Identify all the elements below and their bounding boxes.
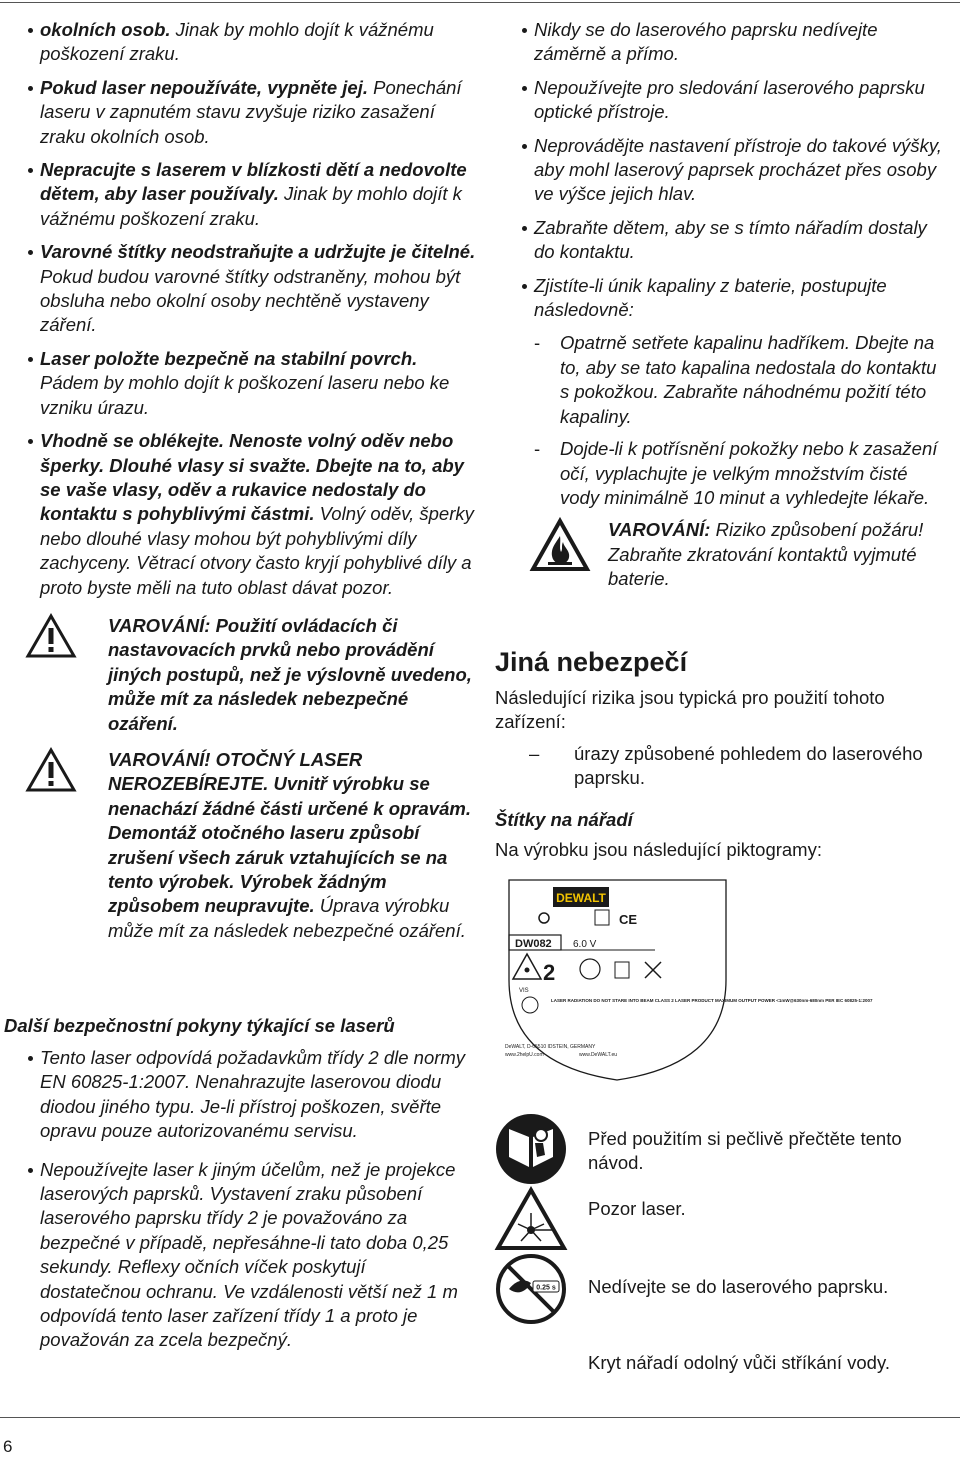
right-column — [520, 18, 950, 592]
sub-item-text: Opatrně setřete kapalinu hadříkem. Dbejte na to, aby se tato kapalina nedostala do kontaktu s pokožkou. Zabraňte náhodnému požití této kapaliny. — [560, 332, 937, 427]
list-item — [520, 18, 950, 67]
pictogram-text: Před použitím si pečlivě přečtěte tento návod. — [588, 1128, 902, 1174]
item-text: Pádem by mohlo dojít k poškození laseru nebo ke vzniku úrazu. — [40, 372, 450, 418]
section-heading-other-hazards: Jiná nebezpečí — [495, 647, 688, 677]
pictogram-text: Pozor laser. — [588, 1198, 686, 1219]
item-bold-text: Varovné štítky neodstraňujte a udržujte je čitelné. — [40, 241, 476, 263]
pictogram-row-eye — [495, 1253, 889, 1325]
item-bold-text: okolních osob. — [40, 19, 171, 40]
list-item — [26, 1158, 466, 1353]
labels-intro: Na výrobku jsou následující piktogramy: — [495, 839, 822, 860]
item-bold-text: Laser položte bezpečně na stabilní povrch. — [40, 347, 418, 369]
list-item — [26, 429, 481, 600]
fire-hazard-icon — [530, 518, 590, 572]
section-heading-laser-safety: Další bezpečnostní pokyny týkající se laserů — [4, 1015, 395, 1036]
website-text: www.DeWALT.eu — [579, 1052, 618, 1058]
model-text: DW082 — [515, 938, 552, 950]
brand-logo: DEWALT — [556, 891, 606, 905]
list-item — [26, 240, 481, 338]
pictogram-row-manual — [495, 1113, 902, 1185]
warning-triangle-icon — [26, 614, 76, 658]
pictogram-text: Kryt nářadí odolný vůči stříkání vody. — [588, 1352, 890, 1373]
item-text: Pokud budou varovné štítky odstraněny, mohou být obsluha nebo okolní osoby nechtěně vystaveny záření. — [40, 265, 461, 336]
product-label-illustration — [495, 880, 873, 1080]
list-item — [26, 76, 481, 149]
warning-block — [26, 748, 481, 943]
bottom-rule — [0, 1417, 960, 1418]
svg-text:CE: CE — [619, 912, 638, 927]
section-heading-labels: Štítky na nářadí — [495, 809, 633, 830]
item-bold-text: Pokud laser nepoužíváte, vypněte jej. — [40, 76, 368, 98]
item-text: Nikdy se do laserového paprsku nedívejte záměrně a přímo. — [534, 19, 878, 65]
dash-marker: - — [534, 332, 541, 354]
list-item — [520, 216, 950, 265]
no-stare-icon — [495, 1253, 567, 1325]
warning-text: Úprava výrobku může mít za následek nebezpečné ozáření. — [108, 895, 466, 941]
other-hazard-text: úrazy způsobené pohledem do laserového paprsku. — [574, 743, 923, 789]
other-hazards-item — [495, 742, 935, 791]
item-text: Nepoužívejte pro sledování laserového paprsku optické přístroje. — [534, 76, 925, 123]
icon-badge-text: 0.25 s — [536, 1284, 556, 1292]
item-bold-text: Nepracujte s laserem v blízkosti dětí a nedovolte dětem, aby laser používaly. — [40, 159, 467, 205]
item-text: Zjistíte-li únik kapaliny z baterie, postupujte následovně: — [534, 274, 887, 321]
warning-bold-text: VAROVÁNÍ: — [608, 519, 711, 541]
item-text: Zabraňte dětem, aby se s tímto nářadím dostaly do kontaktu. — [534, 216, 927, 263]
list-item — [26, 158, 481, 231]
warning-text: VAROVÁNÍ: Použití ovládacích či nastavovacích prvků nebo provádění jiných postupů, než je výslovně uvedeno, může mít za následek nebezpečné ozáření. — [108, 614, 472, 734]
other-hazards-intro: Následující rizika jsou typická pro použití tohoto zařízení: — [495, 687, 885, 733]
item-text: Neprovádějte nastavení přístroje do takové výšky, aby mohl laserový paprsek procházet přes osoby ve výšce jejich hlav. — [534, 134, 942, 205]
dash-marker: - — [534, 438, 541, 460]
pictogram-text: Nedívejte se do laserového paprsku. — [588, 1276, 889, 1297]
ip-rating-icon — [495, 1343, 567, 1391]
warning-block — [26, 614, 481, 736]
laser-safety-list — [26, 1046, 466, 1362]
warning-bold-text: VAROVÁNÍ! OTOČNÝ LASER NEROZEBÍREJTE. Uvnitř výrobku se nenachází žádné části určené k opravám. Demontáž otočného laseru způsobí zrušení všech záruk vztahujících se na tento výrobek. Výrobek žádným způsobem neupravujte. — [108, 748, 471, 917]
item-text: Volný oděv, šperky nebo dlouhé vlasy mohou být pohyblivými díly zachyceny. Větrací otvory často kryjí pohyblivé díly a proto byste měli na tuto oblast dávat pozor. — [40, 503, 474, 598]
radiation-text: LASER RADIATION DO NOT STARE INTO BEAM CLASS 2 LASER PRODUCT MAXIMUM OUTPUT POWER <1mW@630nm-680nm PER IEC 60825-1:2007 — [551, 998, 873, 1003]
laser-warning-icon — [495, 1187, 567, 1251]
top-rule — [0, 2, 960, 3]
sub-item — [520, 331, 950, 429]
item-text: Nepoužívejte laser k jiným účelům, než je projekce laserových paprsků. Vystavení zraku působení laserového paprsku třídy 2 je považováno za bezpečné v případě, nepřesáhne-li tato doba 0,25 sekundy. Reflexy očních víček poskytují dostatečnou ochranu. Ve vzdálenosti větší než 1 m odpovídá tento laser zařízení třídy 1 a proto je považován za zcela bezpečný. — [40, 1158, 458, 1351]
class-number: 2 — [543, 960, 556, 985]
item-text: Tento laser odpovídá požadavkům třídy 2 dle normy EN 60825-1:2007. Nenahrazujte laserovou diodu diodou jiného typu. Je-li přístroj poškozen, svěřte opravu pouze autorizovanému servisu. — [40, 1047, 466, 1142]
list-item — [520, 274, 950, 323]
list-item — [520, 134, 950, 207]
left-column — [26, 18, 481, 955]
fire-warning-block — [530, 518, 950, 591]
voltage-text: 6.0 V — [573, 939, 597, 950]
list-item — [26, 347, 481, 420]
page-number: 6 — [3, 1437, 13, 1456]
item-text: Ponechání laseru v zapnutém stavu zvyšuje riziko zasažení zraku okolních osob. — [40, 76, 462, 147]
list-item — [520, 76, 950, 125]
address-text: DeWALT, D-65510 IDSTEIN, GERMANY — [505, 1044, 596, 1050]
sub-item — [520, 437, 950, 510]
item-bold-text: Vhodně se oblékejte. Nenoste volný oděv nebo šperky. Dlouhé vlasy si svažte. Dbejte na to, aby se vaše vlasy, oděv a rukavice nedostaly do kontaktu s pohyblivými částmi. — [40, 430, 464, 525]
vis-text: VIS — [519, 988, 529, 994]
dash-marker: – — [529, 743, 540, 764]
read-manual-icon — [495, 1113, 567, 1185]
item-text: Jinak by mohlo dojít k vážnému poškození zraku. — [40, 19, 434, 65]
item-text: Jinak by mohlo dojít k vážnému poškození zraku. — [40, 183, 462, 229]
sub-item-text: Dojde-li k potřísnění pokožky nebo k zasažení očí, vyplachujte je velkým množstvím čisté vody minimálně 10 minut a vyhledejte lékaře. — [560, 438, 938, 508]
pictogram-row-ip — [495, 1343, 890, 1391]
list-item — [26, 18, 481, 67]
warning-text: Riziko způsobení požáru! Zabraňte zkratování kontaktů vyjmuté baterie. — [608, 519, 924, 590]
website-text: www.2helpU.com — [505, 1052, 544, 1058]
warning-triangle-icon — [26, 748, 76, 792]
pictogram-row-laser — [495, 1187, 686, 1251]
list-item — [26, 1046, 466, 1144]
